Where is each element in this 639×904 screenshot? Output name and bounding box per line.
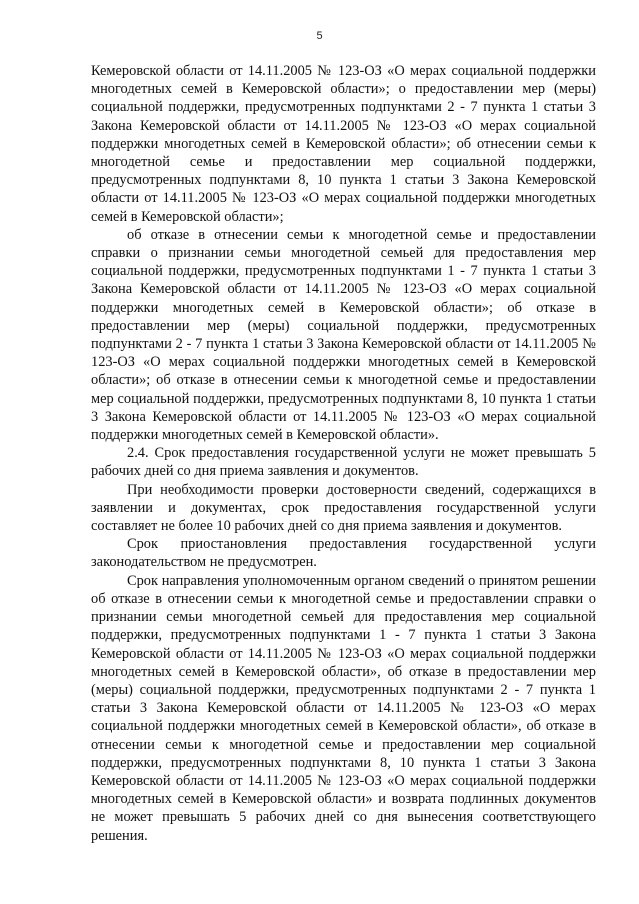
paragraph-notification-term: Срок направления уполномоченным органом сведений о принятом решении об отказе в отнесении семьи к многодетной семье и предоставлении справки о признании семьи многодетной семьей для предоставления мер социальной поддержки, предусмотренных подпунктами 1 - 7 пункта 1 статьи 3 Закона Кемеровской области от 14.11.2005 № 123-ОЗ «О мерах социальной поддержки многодетных семей в Кемеровской области», об отказе в предоставлении мер (меры) социальной поддержки, предусмотренных подпунктами 2 - 7 пункта 1 статьи 3 Закона Кемеровской области от 14.11.2005 № 123-ОЗ «О мерах социальной поддержки многодетных семей в Кемеровской области», об отказе в отнесении семьи к многодетной семье и предоставлении мер социальной поддержки, предусмотренных подпунктами 8, 10 пункта 1 статьи 3 Закона Кемеровской области от 14.11.2005 № 123-ОЗ «О мерах социальной поддержки многодетных семей в Кемеровской области» и возврата подлинных документов не может превышать 5 рабочих дней со дня вынесения соответствующего решения. (91, 572, 596, 844)
page-number: 5 (316, 30, 323, 42)
document-body (91, 62, 596, 845)
paragraph-continuation: Кемеровской области от 14.11.2005 № 123-ОЗ «О мерах социальной поддержки многодетных семей в Кемеровской области»; о предоставлении мер (меры) социальной поддержки, предусмотренных подпунктами 2 - 7 пункта 1 статьи 3 Закона Кемеровской области от 14.11.2005 № 123-ОЗ «О мерах социальной поддержки многодетных семей в Кемеровской области»; об отнесении семьи к многодетной семье и предоставлении мер социальной поддержки, предусмотренных подпунктами 8, 10 пункта 1 статьи 3 Закона Кемеровской области от 14.11.2005 № 123-ОЗ «О мерах социальной поддержки многодетных семей в Кемеровской области»; (91, 63, 596, 225)
paragraph-suspension-term: Срок приостановления предоставления государственной услуги законодательством не предусмотрен. (91, 536, 596, 571)
paragraph-refusal-decisions: об отказе в отнесении семьи к многодетной семье и предоставлении справки о признании семьи многодетной семьей для предоставления мер социальной поддержки, предусмотренных подпунктами 1 - 7 пункта 1 статьи 3 Закона Кемеровской области от 14.11.2005 № 123-ОЗ «О мерах социальной поддержки многодетных семей в Кемеровской области»; об отказе в предоставлении мер (меры) социальной поддержки, предусмотренных подпунктами 2 - 7 пункта 1 статьи 3 Закона Кемеровской области от 14.11.2005 № 123-ОЗ «О мерах социальной поддержки многодетных семей в Кемеровской области»; об отказе в отнесении семьи к многодетной семье и предоставлении мер социальной поддержки, предусмотренных подпунктами 8, 10 пункта 1 статьи 3 Закона Кемеровской области от 14.11.2005 № 123-ОЗ «О мерах социальной поддержки многодетных семей в Кемеровской области». (91, 226, 596, 444)
paragraph-2-4-term: 2.4. Срок предоставления государственной услуги не может превышать 5 рабочих дней со дня приема заявления и документов. (91, 445, 596, 480)
paragraph-verification-term: При необходимости проверки достоверности сведений, содержащихся в заявлении и документах, срок предоставления государственной услуги составляет не более 10 рабочих дней со дня приема заявления и документов. (91, 481, 596, 535)
